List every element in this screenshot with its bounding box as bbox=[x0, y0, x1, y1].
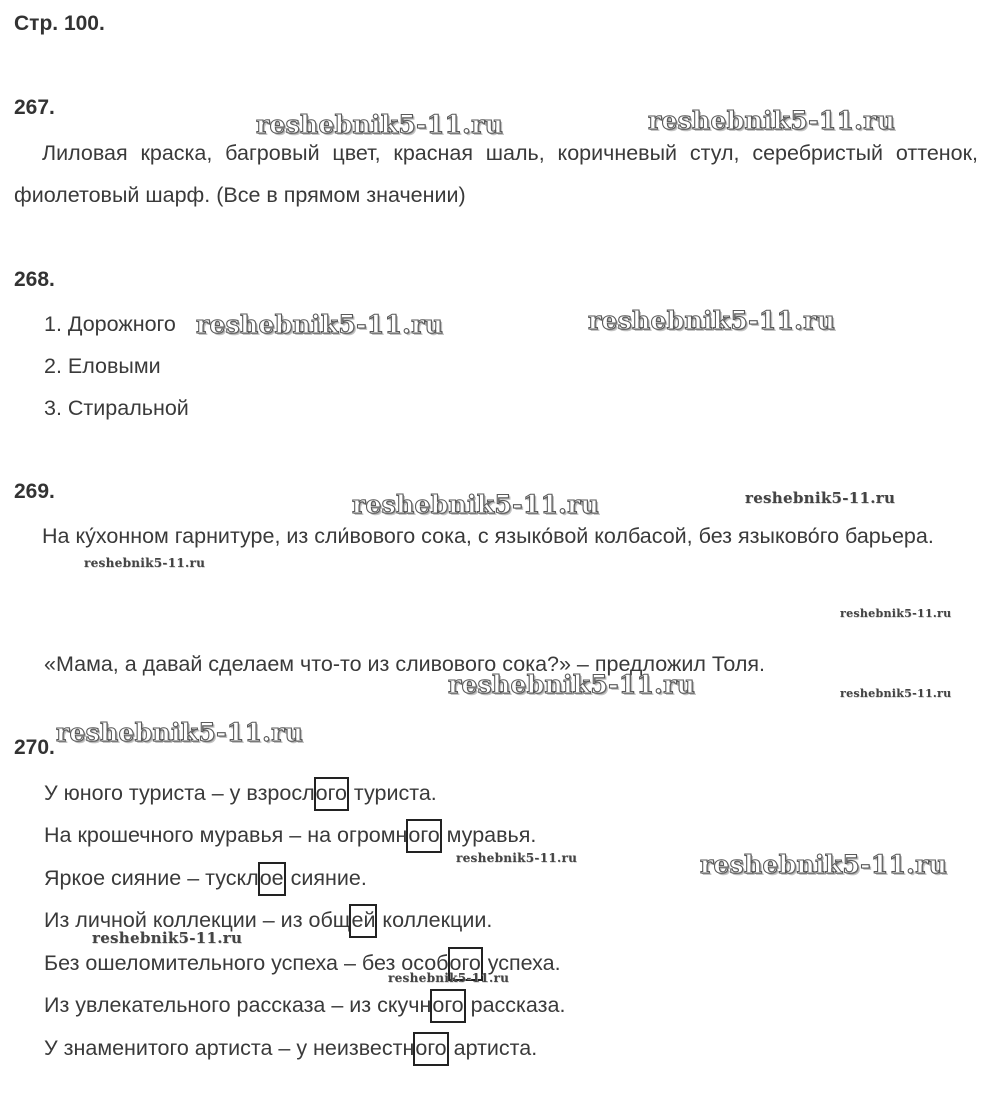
watermark: reshebnik5-11.ru bbox=[56, 718, 304, 747]
task-270-number: 270. bbox=[14, 736, 55, 759]
watermark: reshebnik5-11.ru bbox=[196, 310, 444, 339]
task-267-number: 267. bbox=[14, 96, 55, 119]
ending-box: ей bbox=[349, 904, 377, 938]
task-268-item-2: 2. Еловыми bbox=[44, 354, 161, 378]
watermark: reshebnik5-11.ru bbox=[456, 851, 578, 865]
task-269-text bbox=[14, 515, 978, 557]
task-270-line: Яркое сияние – тусклое сияние. bbox=[44, 864, 367, 892]
task-267-text bbox=[14, 132, 978, 216]
task-267-answer: Лиловая краска, багровый цвет, красная шаль, коричневый стул, серебристый оттенок, фиолетовый шарф. (Все в прямом значении) bbox=[14, 141, 978, 207]
ending-box: ое bbox=[258, 862, 286, 896]
task-269-number: 269. bbox=[14, 480, 55, 503]
task-268-item-1: 1. Дорожного bbox=[44, 312, 176, 336]
ending-box: ого bbox=[430, 989, 465, 1023]
ending-box: ого bbox=[406, 819, 441, 853]
watermark: reshebnik5-11.ru bbox=[352, 490, 600, 519]
task-268-number: 268. bbox=[14, 268, 55, 291]
watermark: reshebnik5-11.ru bbox=[745, 489, 896, 507]
task-270-line: Без ошеломительного успеха – без особого успеха. bbox=[44, 949, 561, 977]
task-269-quote: «Мама, а давай сделаем что-то из сливового сока?» – предложил Толя. bbox=[44, 652, 765, 676]
task-270-line: У знаменитого артиста – у неизвестного артиста. bbox=[44, 1034, 537, 1062]
watermark: reshebnik5-11.ru bbox=[256, 110, 504, 139]
watermark: reshebnik5-11.ru bbox=[388, 971, 510, 985]
task-270-line: На крошечного муравья – на огромного муравья. bbox=[44, 821, 536, 849]
task-270-line: У юного туриста – у взрослого туриста. bbox=[44, 779, 437, 807]
ending-box: ого bbox=[413, 1032, 448, 1066]
watermark: reshebnik5-11.ru bbox=[84, 556, 206, 570]
ending-box: ого bbox=[448, 947, 483, 981]
watermark: reshebnik5-11.ru bbox=[588, 306, 836, 335]
page-title: Стр. 100. bbox=[14, 12, 105, 35]
task-269-answer: На ку́хонном гарнитуре, из сли́вового сока, с языко́вой колбасой, без языково́го барьера. bbox=[42, 524, 934, 548]
watermark: reshebnik5-11.ru bbox=[648, 106, 896, 135]
watermark: reshebnik5-11.ru bbox=[840, 687, 952, 700]
watermark: reshebnik5-11.ru bbox=[448, 670, 696, 699]
watermark: reshebnik5-11.ru bbox=[700, 850, 948, 879]
task-270-line: Из увлекательного рассказа – из скучного рассказа. bbox=[44, 991, 565, 1019]
watermark: reshebnik5-11.ru bbox=[92, 929, 243, 947]
watermark: reshebnik5-11.ru bbox=[840, 607, 952, 620]
task-268-item-3: 3. Стиральной bbox=[44, 396, 189, 420]
ending-box: ого bbox=[314, 777, 349, 811]
task-270-line: Из личной коллекции – из общей коллекции. bbox=[44, 906, 492, 934]
